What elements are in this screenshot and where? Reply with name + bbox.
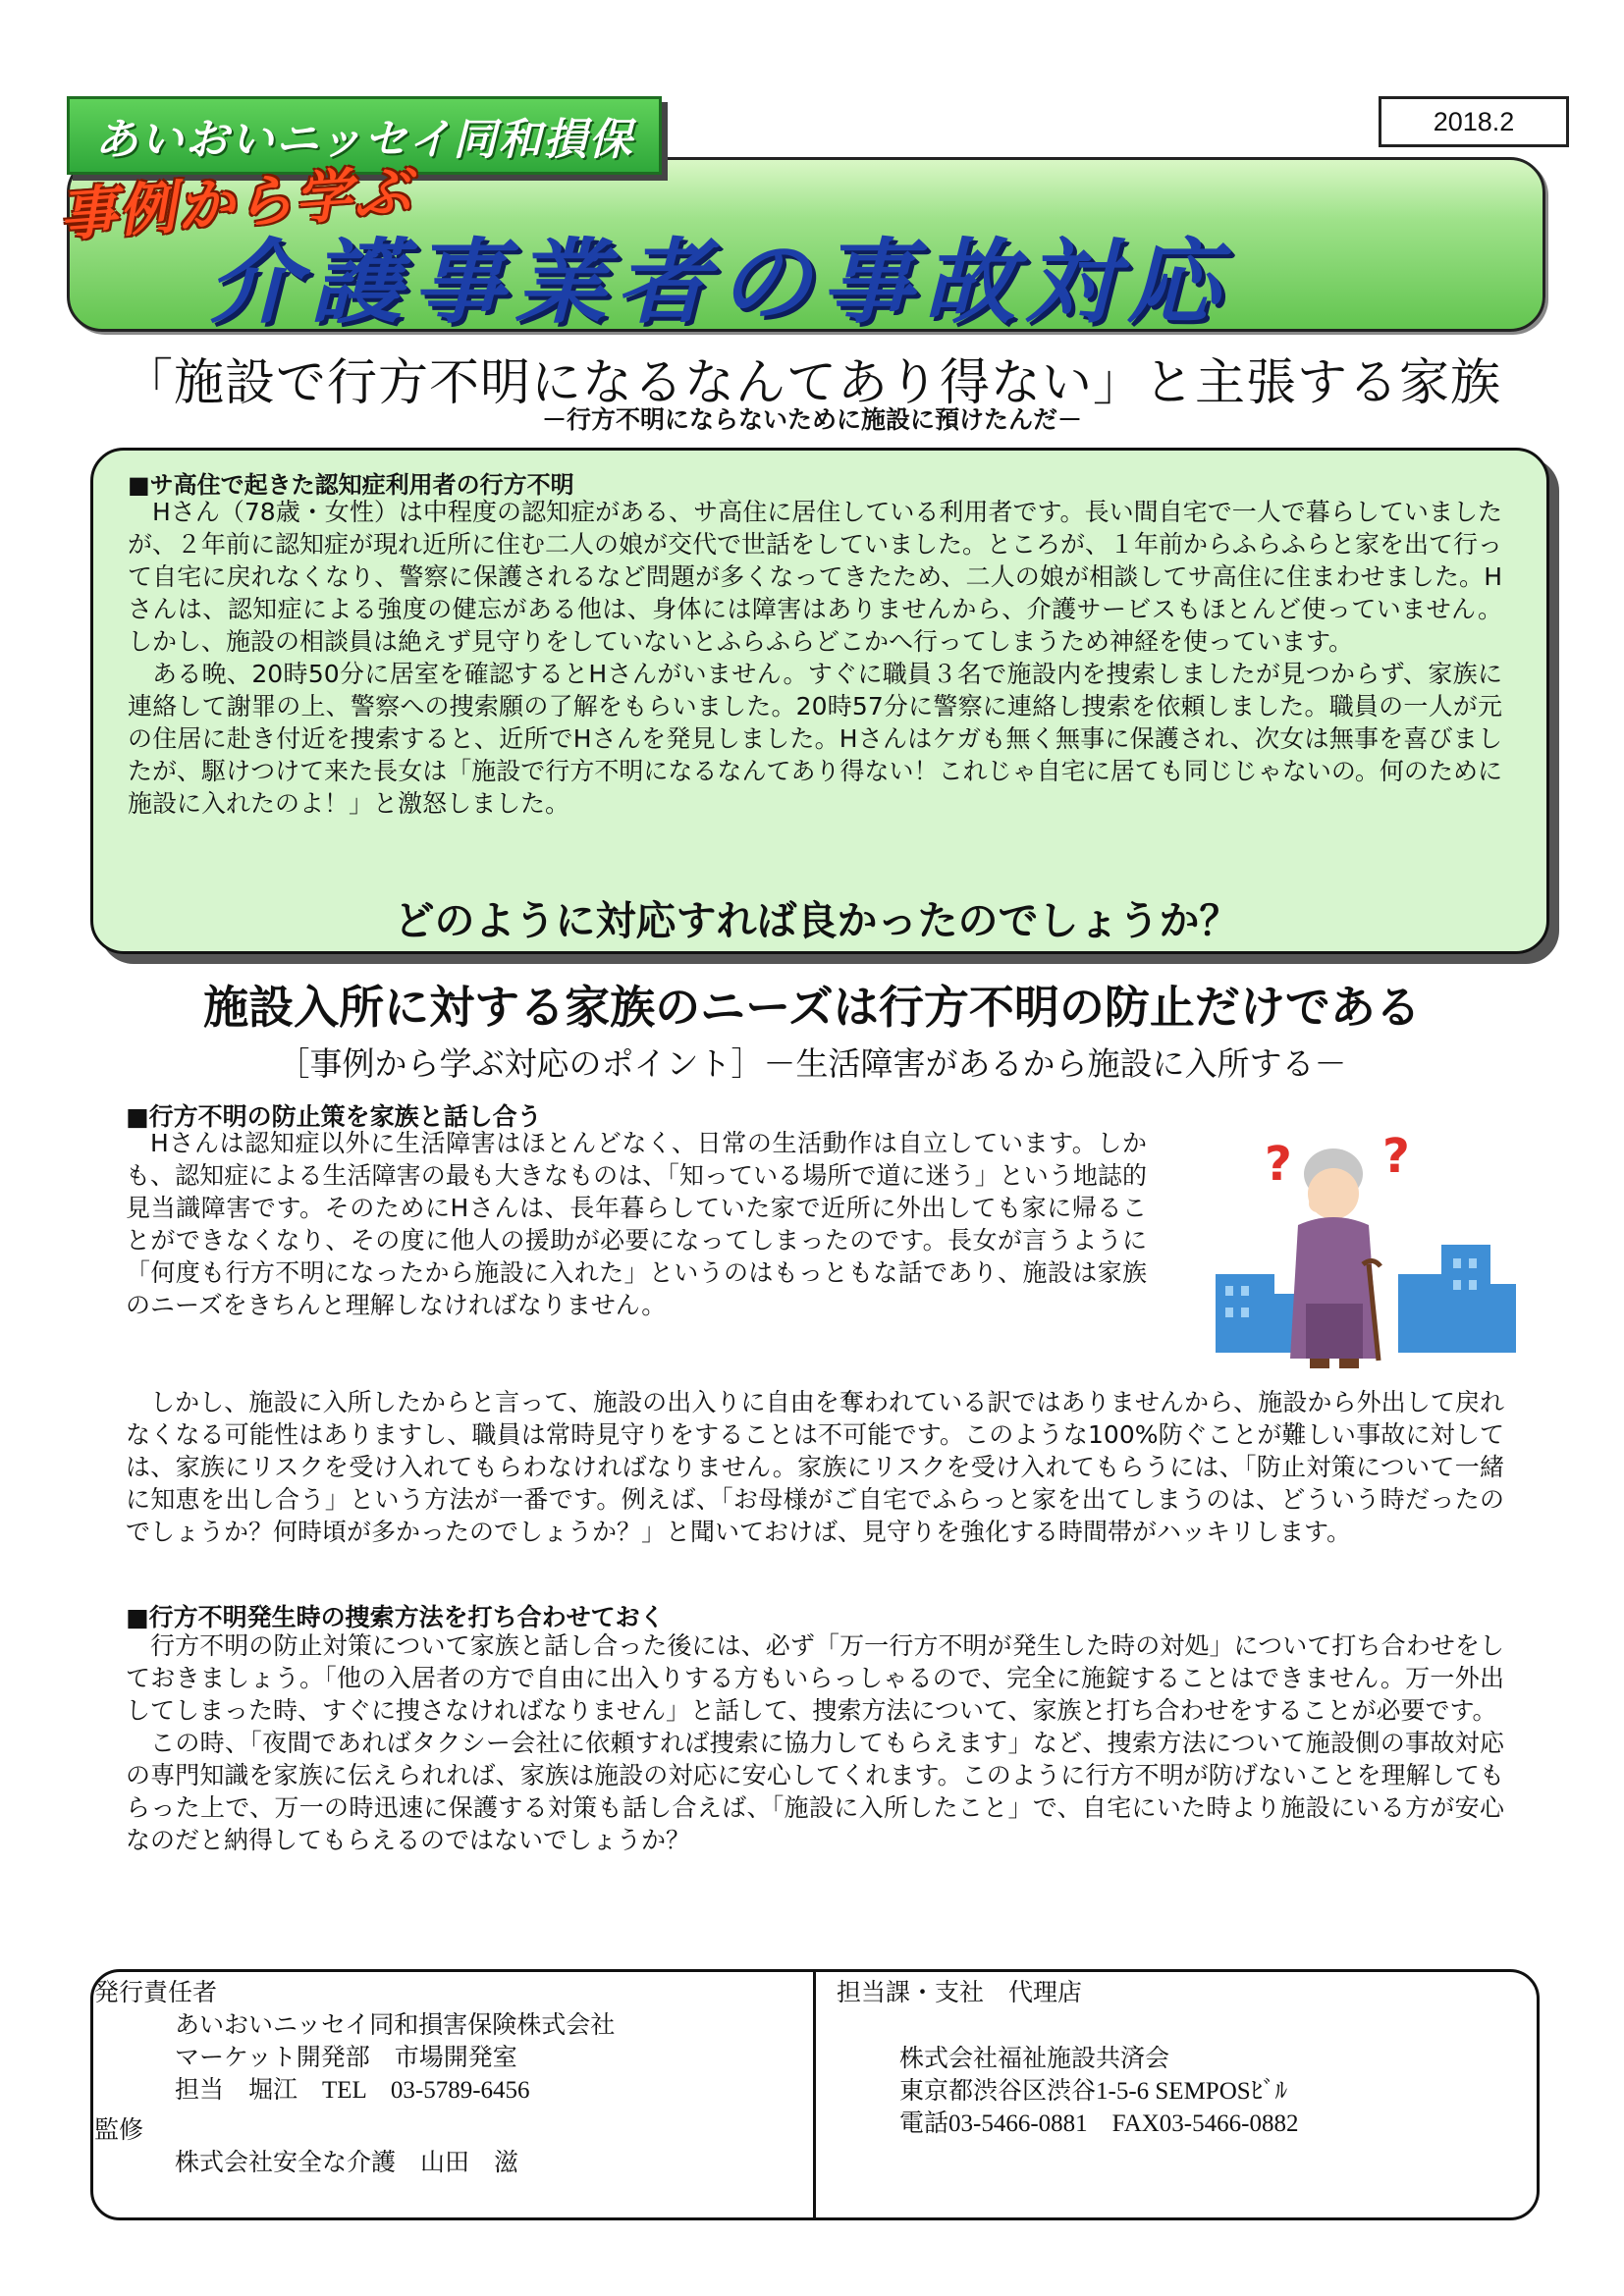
case-headline-sub: －行方不明にならないために施設に預けたんだ－	[541, 405, 1082, 434]
paragraph-text: この時、「夜間であればタクシー会社に依頼すれば捜索に協力してもらえます」など、捜索方法について施設側の事故対応の専門知識を家族に伝えられれば、家族は施設の対応に安心してくれます。このように行方不明が防げないことを理解してもらった上で、万一の時迅速に保護する対策も話し合えば、「施設に入所したこと」で、自宅にいた時より施設にいる方が安心なのだと納得してもらえるのではないでしょうか？	[126, 1729, 1504, 1854]
section-subtitle: ［事例から学ぶ対応のポイント］－生活障害があるから施設に入所する－	[277, 1044, 1347, 1083]
publisher-contact: 担当 堀江 TEL 03-5789-6456	[175, 2077, 530, 2104]
footer-divider	[813, 1969, 816, 2220]
paragraph-text: 行方不明の防止対策について家族と話し合った後には、必ず「万一行方不明が発生した時の対処」について打ち合わせをしておきましょう。「他の入居者の方で自由に出入りする方もいらっしゃるので、完全に施錠することはできません。万一外出してしまった時、すぐに捜さなければなりません」と話して、捜索方法について、家族と打ち合わせをすることが必要です。	[126, 1631, 1504, 1725]
agency-address: 東京都渋谷区渋谷1-5-6 SEMPOSﾋﾞﾙ	[899, 2078, 1288, 2105]
case-question: どのように対応すれば良かったのでしょうか？	[394, 897, 1240, 944]
supervisor-name: 株式会社安全な介護 山田 滋	[175, 2150, 519, 2176]
svg-text:?: ?	[1265, 1137, 1292, 1192]
company-name: あいおいニッセイ同和損保	[67, 96, 662, 175]
case-headline: 「施設で行方不明になるなんてあり得ない」と主張する家族	[122, 354, 1501, 412]
agency-name: 株式会社福祉施設共済会	[899, 2046, 1170, 2072]
publisher-info	[94, 1977, 615, 2179]
agency-phone: 電話03-5466-0881 FAX03-5466-0882	[899, 2110, 1299, 2137]
body-paragraph	[126, 1386, 1504, 1548]
case-heading: ■サ高住で起きた認知症利用者の行方不明	[128, 471, 574, 499]
confused-elderly-woman-illustration	[1196, 1127, 1530, 1382]
body-paragraph	[126, 1127, 1147, 1321]
publisher-company: あいおいニッセイ同和損害保険株式会社	[175, 2012, 616, 2039]
sub-heading-search: ■行方不明発生時の捜索方法を打ち合わせておく	[126, 1603, 665, 1631]
issue-date: 2018.2	[1379, 96, 1569, 147]
case-description	[128, 496, 1502, 820]
sub-heading-prevention: ■行方不明の防止策を家族と話し合う	[126, 1102, 542, 1131]
paragraph-text: しかし、施設に入所したからと言って、施設の出入りに自由を奪われている訳ではありませんから、施設から外出して戻れなくなる可能性はありますし、職員は常時見守りをすることは不可能です。このような100%防ぐことが難しい事故に対しては、家族にリスクを受け入れてもらわなければなりません。家族にリスクを受け入れてもらうには、「防止対策について一緒に知恵を出し合う」という方法が一番です。例えば、「お母様がご自宅でふらっと家を出てしまうのは、どういう時だったのでしょうか？何時頃が多かったのでしょうか？」と聞いておけば、見守りを強化する時間帯がハッキリします。	[126, 1388, 1504, 1546]
publisher-dept: マーケット開発部 市場開発室	[175, 2045, 517, 2071]
page-title: 介護事業者の事故対応	[208, 230, 1230, 337]
case-paragraph: ある晩、20時50分に居室を確認するとHさんがいません。すぐに職員３名で施設内を捜索しましたが見つからず、家族に連絡して謝罪の上、警察への捜索願の了解をもらいました。20時57分に警察に連絡し捜索を依頼しました。職員の一人が元の住居に赴き付近を捜索すると、近所でHさんを発見しました。Hさんはケガも無く無事に保護され、次女は無事を喜びましたが、駆けつけて来た長女は「施設で行方不明になるなんてあり得ない！これじゃ自宅に居ても同じじゃないの。何のために施設に入れたのよ！」と激怒しました。	[128, 660, 1502, 818]
section-title: 施設入所に対する家族のニーズは行方不明の防止だけである	[203, 981, 1421, 1034]
publisher-label: 発行責任者	[94, 1980, 218, 2006]
body-paragraph	[126, 1629, 1504, 1856]
svg-text:?: ?	[1382, 1129, 1410, 1184]
paragraph-text: Hさんは認知症以外に生活障害はほとんどなく、日常の生活動作は自立しています。しかも、認知症による生活障害の最も大きなものは、「知っている場所で道に迷う」という地誌的見当識障害です。そのためにHさんは、長年暮らしていた家で近所に外出しても家に帰ることができなくなり、その度に他人の援助が必要になってしまったのです。長女が言うように「何度も行方不明になったから施設に入れた」というのはもっともな話であり、施設は家族のニーズをきちんと理解しなければなりません。	[126, 1129, 1147, 1319]
agency-label: 担当課・支社 代理店	[837, 1980, 1083, 2006]
case-paragraph: Hさん（78歳・女性）は中程度の認知症がある、サ高住に居住している利用者です。長い間自宅で一人で暮らしていましたが、２年前に認知症が現れ近所に住む二人の娘が交代で世話をしていました。ところが、１年前からふらふらと家を出て行って自宅に戻れなくなり、警察に保護されるなど問題が多くなってきたため、二人の娘が相談してサ高住に住まわせました。Hさんは、認知症による強度の健忘がある他は、身体には障害はありませんから、介護サービスもほとんど使っていません。しかし、施設の相談員は絶えず見守りをしていないとふらふらどこかへ行ってしまうため神経を使っています。	[128, 498, 1503, 656]
agency-info	[837, 1977, 1298, 2140]
supervisor-label: 監修	[94, 2117, 144, 2144]
series-subtitle: 事例から学ぶ	[57, 157, 415, 249]
